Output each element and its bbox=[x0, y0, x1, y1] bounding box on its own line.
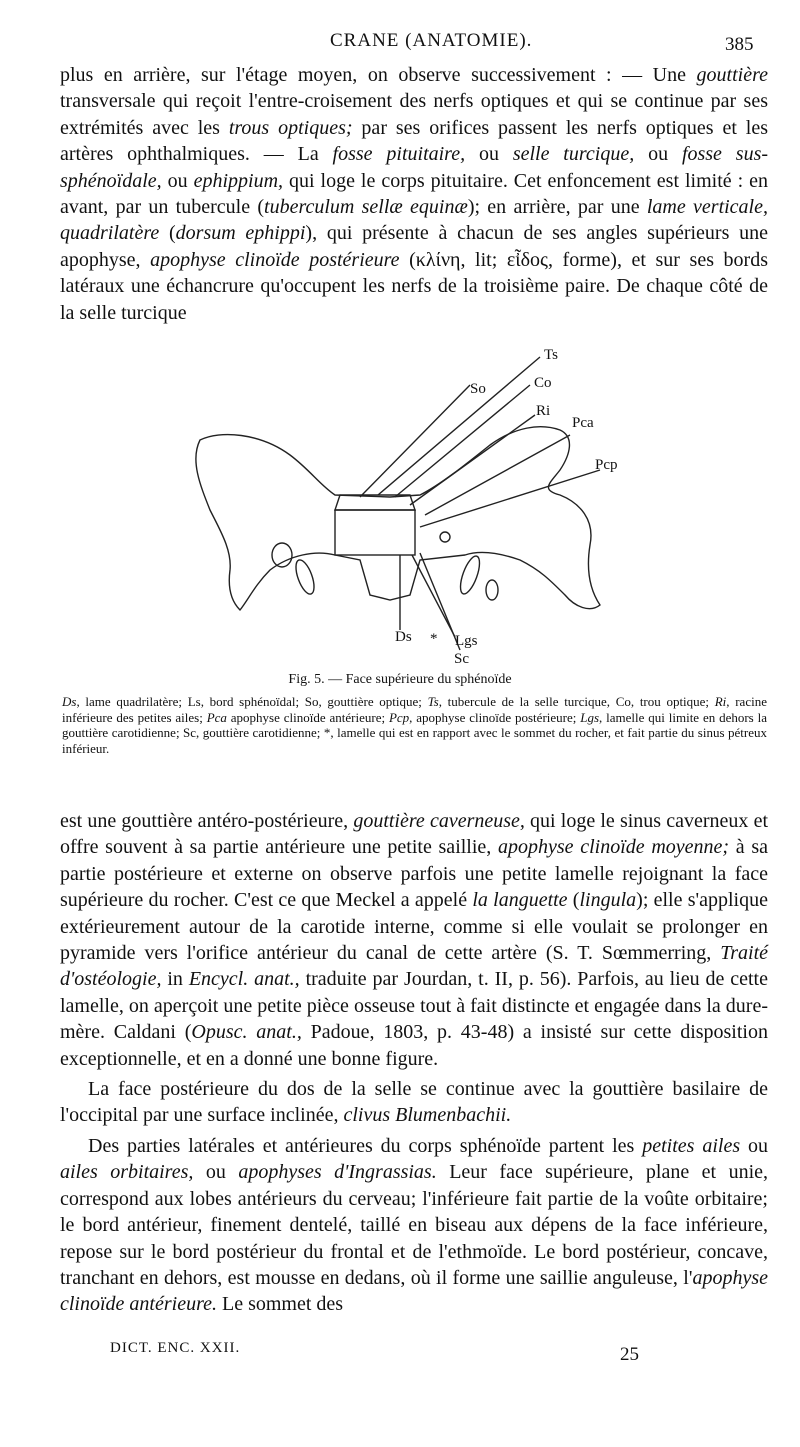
term: gouttière caverneuse, bbox=[353, 810, 525, 832]
running-title: CRANE (ANATOMIE). bbox=[330, 30, 533, 51]
text-run: ou bbox=[740, 1134, 768, 1157]
label-lgs: Lgs bbox=[455, 633, 478, 649]
page-header bbox=[0, 30, 800, 58]
legend-text: , apophyse clinoïde postérieure; bbox=[409, 709, 581, 725]
legend-abbrev: Ts bbox=[427, 694, 439, 709]
text-run: Des parties latérales et antérieures du corps sphénoïde partent les bbox=[88, 1134, 643, 1157]
term: trous optiques; bbox=[228, 116, 353, 139]
term: Opusc. anat., bbox=[191, 1021, 302, 1044]
label-co: Co bbox=[534, 375, 552, 391]
text-run: transversale qui reçoit l'entre-croisement des nerfs optiques et qui se continue par ses extrémités avec les bbox=[60, 90, 768, 139]
paragraph-petites-ailes bbox=[60, 1133, 768, 1318]
term: lame verticale, quadrilatère bbox=[60, 196, 768, 245]
sphenoid-figure bbox=[120, 345, 760, 670]
paragraph-clivus bbox=[60, 1076, 768, 1129]
term: apophyse clinoïde antérieure. bbox=[60, 1266, 768, 1316]
text-run: qui loge le corps pituitaire. Cet enfoncement est limité : en avant, par un tubercule ( bbox=[60, 169, 768, 219]
legend-abbrev: Lgs bbox=[580, 709, 600, 725]
term: Encycl. anat., bbox=[188, 968, 300, 991]
term: clivus Blumenbachii. bbox=[343, 1104, 512, 1127]
label-pca: Pca bbox=[572, 415, 594, 431]
term: tuberculum sellæ equinæ bbox=[264, 196, 468, 219]
text-run: à sa partie postérieure et externe on observe parfois une petite lamelle rejoignant la face supérieure du rocher. C'est ce que Meckel a appelé bbox=[60, 836, 768, 912]
legend-abbrev: Ds bbox=[62, 694, 77, 709]
label-star: * bbox=[430, 631, 438, 647]
legend-text: , tubercule de la selle turcique, Co, trou optique; bbox=[438, 694, 715, 709]
text-run: ( bbox=[567, 889, 580, 912]
term: ephippium, bbox=[193, 169, 284, 192]
figure-legend bbox=[62, 694, 767, 756]
term: apophyses d'Ingrassias. bbox=[238, 1161, 437, 1184]
page-number: 385 bbox=[725, 34, 754, 55]
text-run: par ses orifices passent les nerfs optiques et les artères ophthalmiques. — La bbox=[60, 116, 769, 166]
term: gouttière bbox=[696, 64, 768, 86]
paragraphs-bottom bbox=[60, 808, 768, 1318]
term: apophyse clinoïde moyenne; bbox=[497, 836, 730, 859]
label-pcp: Pcp bbox=[595, 457, 618, 473]
text-run: ( bbox=[159, 222, 176, 245]
label-sc: Sc bbox=[454, 651, 469, 667]
legend-abbrev: Pcp bbox=[388, 709, 410, 725]
label-ts: Ts bbox=[544, 347, 558, 363]
text-run: ou bbox=[634, 143, 682, 166]
text-run: ); elle s'applique extérieurement autour de la carotide interne, comme si elle voulait se prolonger en pyramide vers l'orifice antérieur du canal de cette artère (S. T. Sœmmerring, bbox=[60, 889, 768, 965]
signature-mark: DICT. ENC. XXII. bbox=[110, 1340, 241, 1356]
paragraph-caverneuse bbox=[60, 808, 768, 1072]
text-run: ou bbox=[193, 1161, 239, 1184]
term: apophyse clinoïde postérieure bbox=[150, 248, 400, 271]
term: petites ailes bbox=[642, 1134, 741, 1157]
term: dorsum ephippi bbox=[175, 222, 306, 245]
sphenoid-illustration bbox=[120, 345, 760, 670]
label-ri: Ri bbox=[536, 403, 551, 419]
text-run: traduite par Jourdan, t. II, p. 56). Parfois, au lieu de cette lamelle, on aperçoit une petite pièce osseuse tout à fait distincte et engagée dans la dure-mère. Caldani ( bbox=[60, 968, 768, 1044]
legend-abbrev: Pca bbox=[206, 709, 227, 725]
text-run: qui loge le sinus caverneux et offre souvent à sa partie antérieure une petite saillie, bbox=[60, 810, 769, 859]
text-run: plus en arrière, sur l'étage moyen, on observe successivement : — Une bbox=[60, 64, 697, 86]
term: ailes orbitaires, bbox=[60, 1161, 194, 1184]
text-run: ou bbox=[465, 143, 513, 166]
legend-text: , racine inférieure des petites ailes; bbox=[62, 694, 767, 725]
legend-text: , lame quadrilatère; Ls, bord sphénoïdal; So, gouttière optique; bbox=[76, 694, 428, 709]
term: Traité d'ostéologie, bbox=[60, 942, 768, 991]
text-run: ou bbox=[161, 169, 194, 192]
text-run: Le sommet des bbox=[217, 1293, 344, 1316]
term: fosse pituitaire, bbox=[332, 143, 466, 166]
paragraph-top bbox=[60, 62, 768, 326]
legend-abbrev: Ri bbox=[714, 694, 727, 709]
text-run: (κλίνη, lit; εἶδος, forme), et sur ses bords latéraux une échancrure qu'occupent les nerfs de la troisième paire. De chaque côté de la selle turcique bbox=[60, 248, 768, 324]
text-run: Padoue, 1803, p. 43-48) a insisté sur cette disposition exceptionnelle, et en a donné une bonne figure. bbox=[60, 1021, 768, 1070]
term: lingula bbox=[579, 889, 637, 912]
label-so: So bbox=[470, 381, 486, 397]
figure-caption: Fig. 5. — Face supérieure du sphénoïde bbox=[288, 672, 512, 687]
text-run: ), qui présente à chacun de ses angles supérieurs une apophyse, bbox=[60, 222, 769, 271]
text-run: est une gouttière antéro-postérieure, bbox=[60, 810, 354, 832]
text-run: Leur face supérieure, plane et unie, correspond aux lobes antérieurs du cerveau; l'inférieure fait partie de la voûte orbitaire; le bord antérieur, finement dentelé, taillé en biseau aux dépens de la face inférieure, repose sur le bord postérieur du frontal et de l'ethmoïde. Le bord postérieur, concave, tranchant en dehors, est mousse en dedans, où il forme une saillie anguleuse, l' bbox=[60, 1161, 769, 1289]
label-ds: Ds bbox=[395, 629, 412, 645]
term: la languette bbox=[472, 889, 568, 912]
page-footer bbox=[0, 1340, 800, 1370]
gathering-number: 25 bbox=[620, 1344, 639, 1365]
legend-text: , lamelle qui limite en dehors la gouttière carotidienne; Sc, gouttière carotidienne; *, lamelle qui est en rapport avec le sommet du rocher, et fait partie du sinus pétreux inférieur. bbox=[62, 709, 767, 756]
text-run: in bbox=[161, 968, 189, 991]
text-run: La face postérieure du dos de la selle se continue avec la gouttière basilaire de l'occipital par une surface inclinée, bbox=[60, 1078, 768, 1127]
term: fosse sus-sphénoïdale, bbox=[60, 143, 769, 192]
legend-text: apophyse clinoïde antérieure; bbox=[226, 709, 389, 725]
term: selle turcique, bbox=[512, 143, 635, 166]
text-run: ); en arrière, par une bbox=[467, 196, 647, 219]
